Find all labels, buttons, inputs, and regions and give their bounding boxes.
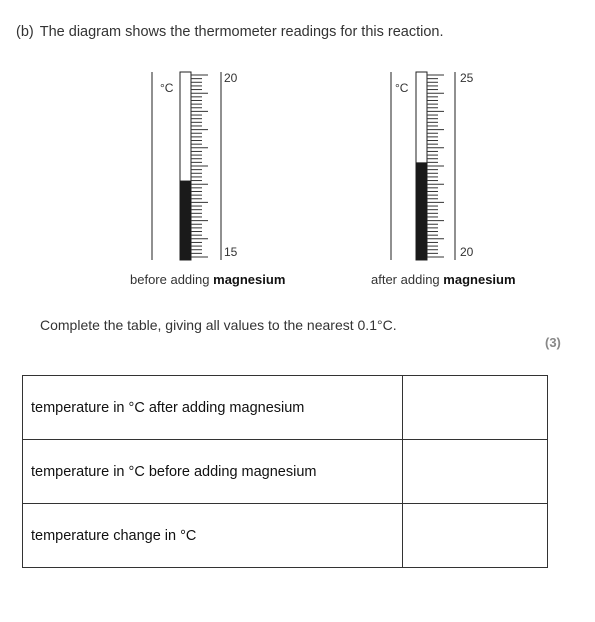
- table-row: [23, 440, 548, 504]
- thermometer-diagram: [0, 60, 595, 270]
- row-label-before: temperature in °C before adding magnesium: [23, 440, 403, 504]
- row-label-change: temperature change in °C: [23, 504, 403, 568]
- caption-after-text: after adding: [371, 272, 440, 287]
- unit-label: °C: [160, 81, 174, 95]
- marks-label: (3): [545, 335, 561, 350]
- caption-before: [130, 272, 285, 287]
- unit-label: °C: [395, 81, 409, 95]
- thermometer-before: [152, 71, 238, 260]
- answer-cell-after[interactable]: [403, 376, 548, 440]
- table-row: [23, 376, 548, 440]
- caption-after-bold: magnesium: [443, 272, 516, 287]
- answer-cell-change[interactable]: [403, 504, 548, 568]
- instruction-text: Complete the table, giving all values to the nearest 0.1°C.: [40, 317, 397, 333]
- mercury-column: [416, 162, 427, 260]
- question-part: (b): [16, 24, 34, 40]
- thermometer-after: [391, 71, 474, 260]
- caption-after: [371, 272, 516, 287]
- scale-bottom-label: 15: [224, 245, 238, 259]
- answer-table: [22, 375, 548, 568]
- mercury-column: [180, 181, 191, 260]
- scale-top-label: 20: [224, 71, 238, 85]
- table-row: [23, 504, 548, 568]
- question-stem: The diagram shows the thermometer readings for this reaction.: [39, 24, 444, 40]
- caption-before-text: before adding: [130, 272, 210, 287]
- caption-before-bold: magnesium: [213, 272, 286, 287]
- scale-top-label: 25: [460, 71, 474, 85]
- row-label-after: temperature in °C after adding magnesium: [23, 376, 403, 440]
- answer-cell-before[interactable]: [403, 440, 548, 504]
- question-text: [16, 24, 444, 40]
- scale-bottom-label: 20: [460, 245, 474, 259]
